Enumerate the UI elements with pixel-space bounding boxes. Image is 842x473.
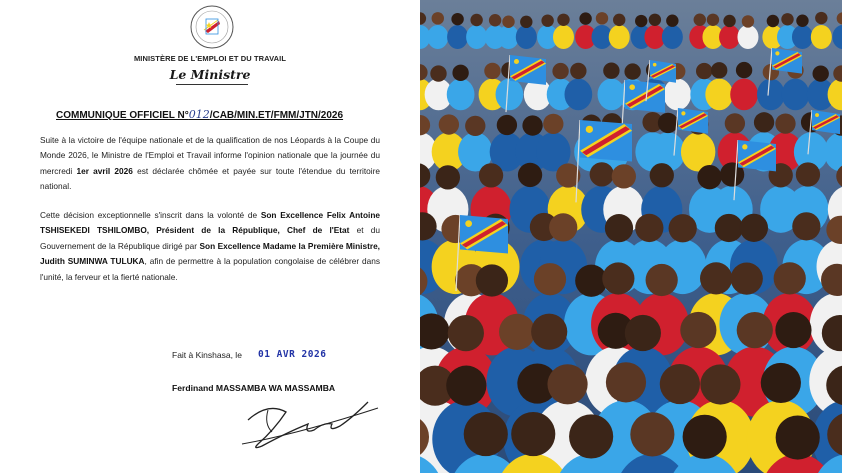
supporter-head: [683, 415, 727, 459]
supporter-head: [448, 315, 484, 351]
supporter-head: [658, 113, 678, 133]
supporter-head: [606, 362, 646, 402]
supporter-head: [612, 164, 636, 188]
supporter-body: [427, 25, 448, 49]
supporter-head: [694, 14, 706, 26]
heading-suffix: /CAB/MIN.ET/FMM/JTN/2026: [209, 110, 344, 121]
supporter-head: [736, 62, 752, 78]
supporter-head: [646, 264, 678, 296]
supporter-head: [781, 13, 793, 25]
supporter-head: [775, 312, 811, 348]
p2-text-a: Cette décision exceptionnelle s'inscrit dans la volonté de: [40, 210, 261, 220]
government-seal-icon: [189, 4, 235, 50]
supporter-head: [761, 363, 801, 403]
supporter-head: [725, 113, 745, 133]
supporter-body: [516, 25, 537, 49]
supporter-head: [470, 14, 482, 26]
supporter-head: [731, 262, 763, 294]
supporter-head: [451, 13, 463, 25]
supporter-body: [447, 25, 468, 49]
supporter-body: [782, 79, 810, 111]
supporter-head: [635, 214, 663, 242]
paragraph-2: [40, 208, 380, 285]
p2-president: Son Excellence Felix Antoine TSHISEKEDI TSHILOMBO, Président de la République, Chef de l'Etat: [40, 210, 380, 236]
minister-title: Le Ministre: [169, 67, 251, 82]
supporter-head: [737, 312, 773, 348]
official-communique: [0, 0, 420, 473]
supporter-head: [465, 116, 485, 136]
supporter-head: [613, 14, 625, 26]
supporter-head: [484, 63, 500, 79]
supporter-head: [432, 12, 444, 24]
supporter-head: [669, 214, 697, 242]
supporter-head: [754, 112, 774, 132]
supporter-body: [811, 25, 832, 49]
supporter-head: [439, 114, 459, 134]
supporter-body: [553, 25, 574, 49]
supporter-head: [489, 14, 501, 26]
supporter-head: [740, 214, 768, 242]
supporter-head: [776, 415, 820, 459]
supporter-head: [624, 63, 640, 79]
p1-text-a: Suite à la victoire de l'équipe nationale et de la qualification de nos Léopards à la Coupe du Monde 2026, le Ministre de l'Emploi et Travail informe l'opinion nationale que la journée du mercredi: [40, 135, 380, 176]
supporter-head: [625, 315, 661, 351]
supporter-body: [663, 79, 691, 111]
supporter-head: [723, 15, 735, 27]
supporter-body: [757, 79, 785, 111]
supporter-head: [602, 262, 634, 294]
heading-number: 012: [188, 108, 210, 121]
supporter-head: [635, 15, 647, 27]
supporter-head: [650, 163, 674, 187]
supporter-head: [605, 214, 633, 242]
supporter-head: [570, 63, 586, 79]
supporter-head: [476, 264, 508, 296]
supporter-head: [579, 12, 591, 24]
p2-text-c: , afin de permettre à la population congolaise de célébrer dans l'unité, la ferveur et la fierté nationale.: [40, 256, 380, 282]
supporter-head: [742, 15, 754, 27]
place-line: Fait à Kinshasa, le: [172, 350, 242, 360]
supporter-head: [649, 14, 661, 26]
supporter-head: [813, 65, 829, 81]
p1-text-b: est déclarée chômée et payée sur toute l'étendue du territoire national.: [40, 165, 380, 192]
supporter-head: [547, 364, 587, 404]
supporter-head: [666, 15, 678, 27]
supporter-head: [796, 162, 820, 186]
supporter-head: [531, 314, 567, 350]
supporter-head: [502, 16, 514, 28]
supporter-head: [680, 312, 716, 348]
supporter-head: [697, 165, 721, 189]
supporter-head: [499, 314, 535, 350]
supporter-body: [466, 25, 487, 49]
supporter-head: [541, 14, 553, 26]
supporter-head: [569, 414, 613, 458]
supporter-head: [774, 262, 806, 294]
paragraph-1: [40, 133, 380, 195]
supporter-head: [436, 165, 460, 189]
supporter-head: [700, 364, 740, 404]
supporter-head: [520, 16, 532, 28]
supporter-head: [696, 63, 712, 79]
supporter-head: [497, 115, 517, 135]
date-stamp: 01 AVR 2026: [258, 349, 327, 360]
supporter-head: [815, 12, 827, 24]
supporter-body: [705, 79, 733, 111]
supporter-head: [775, 113, 795, 133]
supporter-head: [630, 412, 674, 456]
supporter-head: [603, 62, 619, 78]
supporter-body: [719, 25, 740, 49]
p2-text-b: et du Gouvernement de la République dirigé par: [40, 225, 380, 251]
supporter-head: [700, 262, 732, 294]
supporter-body: [737, 25, 758, 49]
p1-date: 1er avril 2026: [76, 165, 133, 176]
p2-prime-minister: Son Excellence Madame la Première Ministre, Judith SUMINWA TULUKA: [40, 240, 380, 267]
heading-prefix: COMMUNIQUE OFFICIEL N°: [56, 110, 189, 121]
supporter-body: [662, 25, 683, 49]
supporter-head: [452, 65, 468, 81]
supporter-head: [534, 263, 566, 295]
supporter-head: [711, 62, 727, 78]
supporters-photo: [420, 0, 842, 473]
supporter-head: [552, 63, 568, 79]
supporter-body: [447, 79, 475, 111]
title-underline: [176, 84, 248, 85]
supporter-head: [715, 214, 743, 242]
supporter-body: [609, 25, 630, 49]
supporter-head: [430, 65, 446, 81]
supporter-head: [596, 12, 608, 24]
supporter-head: [518, 163, 542, 187]
supporter-head: [660, 364, 700, 404]
ministry-name: MINISTÈRE DE L'EMPLOI ET DU TRAVAIL: [133, 54, 287, 63]
signer-name: Ferdinand MASSAMBA WA MASSAMBA: [172, 383, 336, 393]
supporter-head: [511, 412, 555, 456]
supporter-head: [796, 15, 808, 27]
supporter-head: [522, 115, 542, 135]
supporter-head: [464, 412, 508, 456]
supporter-head: [792, 212, 820, 240]
supporter-head: [446, 366, 486, 406]
supporter-body: [564, 79, 592, 111]
supporter-head: [557, 14, 569, 26]
signature-icon: [228, 372, 388, 462]
communique-heading: [56, 108, 343, 121]
supporter-body: [496, 79, 524, 111]
supporter-body: [792, 25, 813, 49]
supporter-head: [707, 14, 719, 26]
supporter-head: [549, 213, 577, 241]
supporter-head: [590, 162, 614, 186]
supporter-head: [767, 15, 779, 27]
supporter-body: [730, 79, 758, 111]
supporter-head: [479, 163, 503, 187]
supporter-head: [543, 114, 563, 134]
